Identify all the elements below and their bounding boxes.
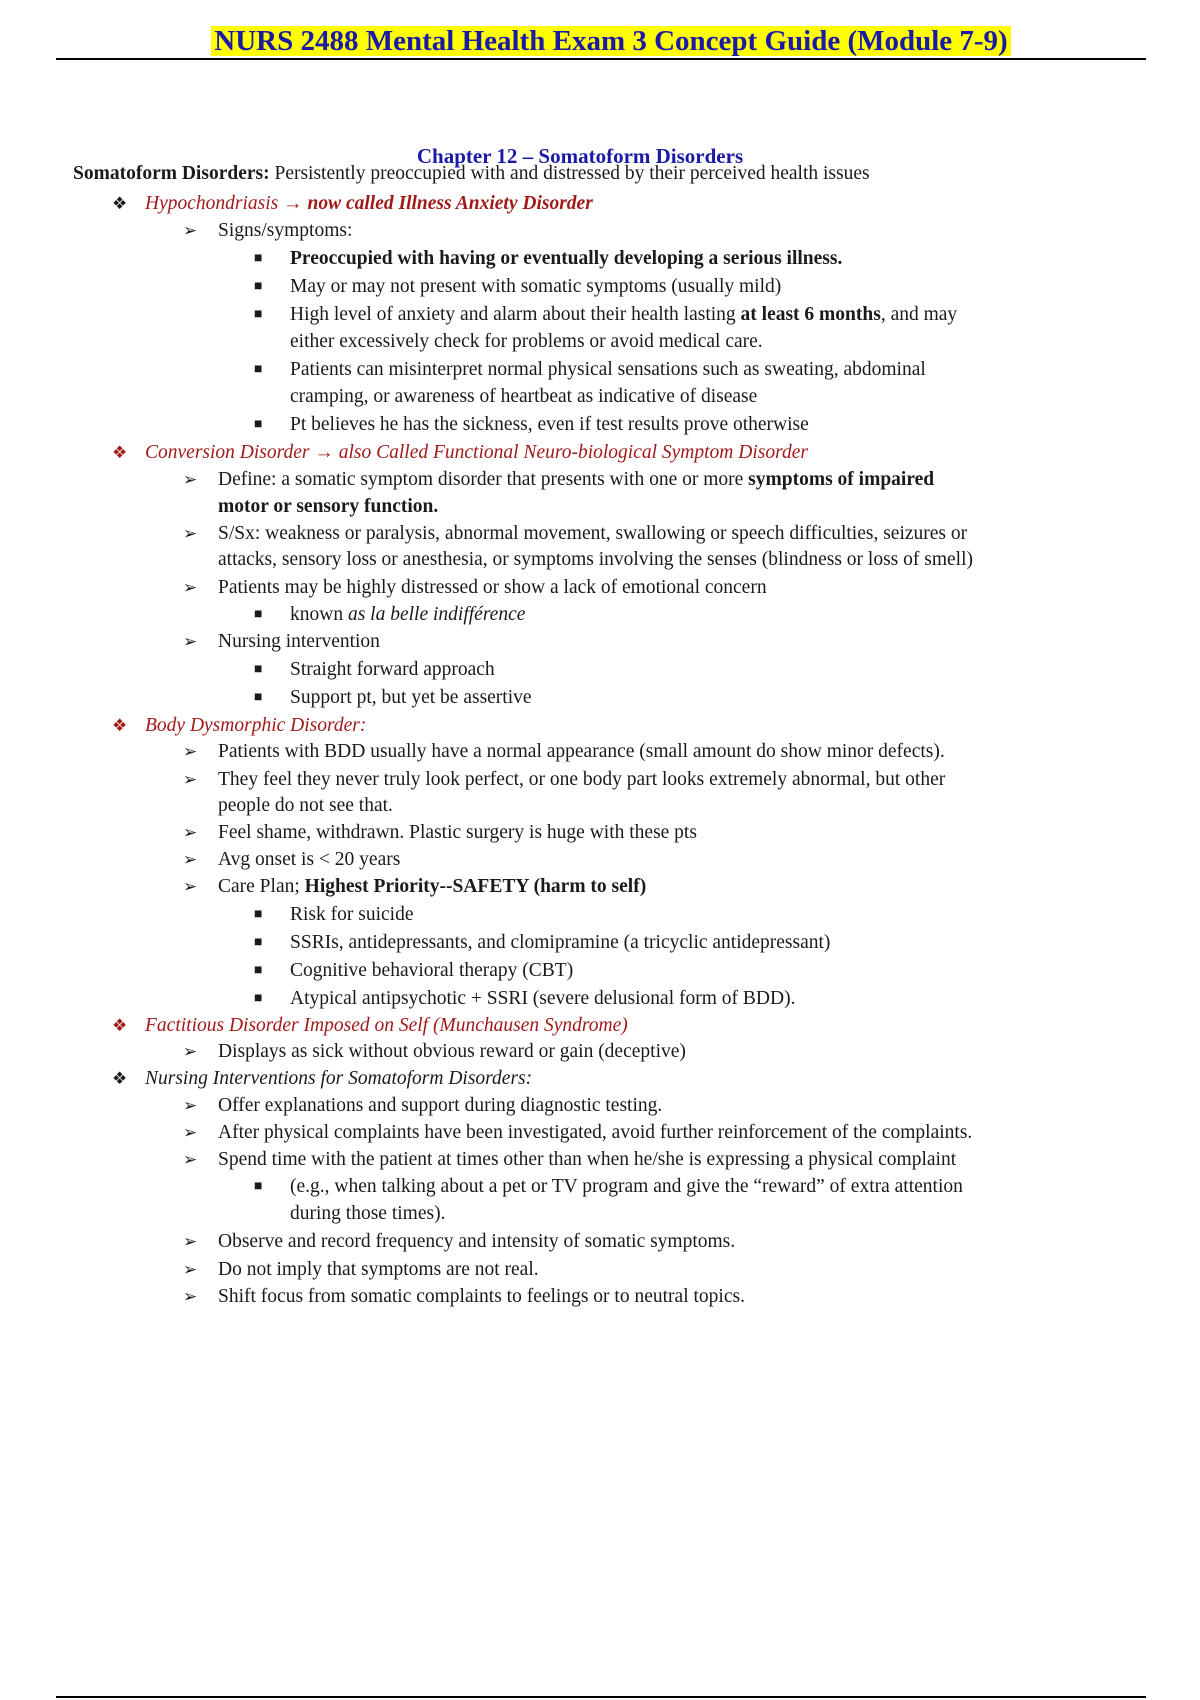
- list-item: Preoccupied with having or eventually developing a serious illness.: [290, 248, 843, 269]
- nursing-interventions-heading: Nursing Interventions for Somatoform Disorders:: [145, 1068, 533, 1089]
- list-item: Patients may be highly distressed or show a lack of emotional concern: [218, 577, 767, 598]
- square-bullet-icon: ■: [254, 907, 263, 922]
- arrow-bullet-icon: ➢: [183, 1096, 198, 1115]
- diamond-bullet-icon: ❖: [112, 1069, 128, 1088]
- list-item: Patients with BDD usually have a normal appearance (small amount do show minor defects).: [218, 741, 945, 762]
- arrow-bullet-icon: ➢: [183, 221, 198, 240]
- list-item: (e.g., when talking about a pet or TV program and give the “reward” of extra attention: [290, 1176, 963, 1197]
- bottom-divider: [56, 1696, 1146, 1698]
- diamond-bullet-icon: ❖: [112, 716, 128, 735]
- list-item-continuation: attacks, sensory loss or anesthesia, or symptoms involving the senses (blindness or loss of smell): [218, 549, 973, 570]
- list-item-continuation: during those times).: [290, 1203, 446, 1224]
- intro-definition: Persistently preoccupied with and distressed by their perceived health issues: [269, 163, 870, 184]
- text-run-bold: Highest Priority--SAFETY (harm to self): [304, 876, 647, 897]
- text-run-bold: symptoms of impaired: [748, 469, 935, 490]
- square-bullet-icon: ■: [254, 1179, 263, 1194]
- square-bullet-icon: ■: [254, 417, 263, 432]
- arrow-bullet-icon: ➢: [183, 632, 198, 651]
- text-run-italic: as la belle indifférence: [347, 604, 526, 625]
- list-item: Offer explanations and support during diagnostic testing.: [218, 1095, 663, 1116]
- list-item: Atypical antipsychotic + SSRI (severe delusional form of BDD).: [290, 988, 796, 1009]
- conversion-heading: Conversion Disorder → also Called Functional Neuro-biological Symptom Disorder: [145, 442, 808, 463]
- text-run: Care Plan;: [218, 876, 305, 897]
- list-item: [290, 301, 957, 328]
- arrow-bullet-icon: ➢: [183, 578, 198, 597]
- square-bullet-icon: ■: [254, 607, 263, 622]
- text-run: Define: a somatic symptom disorder that presents with one or more: [218, 469, 749, 490]
- bdd-heading: Body Dysmorphic Disorder:: [145, 715, 367, 736]
- square-bullet-icon: ■: [254, 251, 263, 266]
- list-item: Do not imply that symptoms are not real.: [218, 1259, 539, 1280]
- list-item: S/Sx: weakness or paralysis, abnormal movement, swallowing or speech difficulties, seizures or: [218, 523, 968, 544]
- list-item: Spend time with the patient at times other than when he/she is expressing a physical complaint: [218, 1149, 957, 1170]
- signs-label: Signs/symptoms:: [218, 220, 353, 241]
- square-bullet-icon: ■: [254, 935, 263, 950]
- list-item-continuation: people do not see that.: [218, 795, 393, 816]
- list-item: Patients can misinterpret normal physical sensations such as sweating, abdominal: [290, 359, 926, 380]
- list-item: They feel they never truly look perfect, or one body part looks extremely abnormal, but other: [218, 769, 946, 790]
- diamond-bullet-icon: ❖: [112, 194, 128, 213]
- arrow-bullet-icon: ➢: [183, 1260, 198, 1279]
- arrow-bullet-icon: ➢: [183, 877, 198, 896]
- text-run: known: [290, 604, 348, 625]
- list-item: Feel shame, withdrawn. Plastic surgery is huge with these pts: [218, 822, 697, 843]
- list-item: Displays as sick without obvious reward or gain (deceptive): [218, 1041, 686, 1062]
- list-item: Support pt, but yet be assertive: [290, 687, 532, 708]
- list-item: [218, 466, 934, 493]
- list-item: Risk for suicide: [290, 904, 414, 925]
- arrow-bullet-icon: ➢: [183, 470, 198, 489]
- list-item: SSRIs, antidepressants, and clomipramine (a tricyclic antidepressant): [290, 932, 831, 953]
- arrow-bullet-icon: ➢: [183, 1232, 198, 1251]
- square-bullet-icon: ■: [254, 662, 263, 677]
- square-bullet-icon: ■: [254, 362, 263, 377]
- list-item: [290, 601, 525, 628]
- list-item: Nursing intervention: [218, 631, 380, 652]
- arrow-bullet-icon: ➢: [183, 1123, 198, 1142]
- list-item: After physical complaints have been investigated, avoid further reinforcement of the complaints.: [218, 1122, 973, 1143]
- diamond-bullet-icon: ❖: [112, 1016, 128, 1035]
- arrow-bullet-icon: ➢: [183, 850, 198, 869]
- chapter-title: Chapter 12 – Somatoform Disorders: [416, 144, 744, 168]
- list-item-continuation: either excessively check for problems or avoid medical care.: [290, 331, 763, 352]
- square-bullet-icon: ■: [254, 307, 263, 322]
- arrow-bullet-icon: ➢: [183, 1287, 198, 1306]
- diamond-bullet-icon: ❖: [112, 443, 128, 462]
- square-bullet-icon: ■: [254, 963, 263, 978]
- intro-line: [73, 160, 870, 187]
- list-item: Straight forward approach: [290, 659, 495, 680]
- square-bullet-icon: ■: [254, 279, 263, 294]
- arrow-bullet-icon: ➢: [183, 823, 198, 842]
- list-item: Pt believes he has the sickness, even if test results prove otherwise: [290, 414, 809, 435]
- arrow-bullet-icon: ➢: [183, 524, 198, 543]
- intro-term: Somatoform Disorders:: [73, 163, 270, 184]
- arrow-bullet-icon: ➢: [183, 1150, 198, 1169]
- square-bullet-icon: ■: [254, 991, 263, 1006]
- text-run-bold: at least 6 months: [740, 304, 881, 325]
- text-run: , and may: [880, 304, 958, 325]
- hypochondriasis-title: Hypochondriasis →: [145, 193, 308, 214]
- list-item: Cognitive behavioral therapy (CBT): [290, 960, 574, 981]
- arrow-bullet-icon: ➢: [183, 742, 198, 761]
- arrow-bullet-icon: ➢: [183, 770, 198, 789]
- factitious-heading: Factitious Disorder Imposed on Self (Munchausen Syndrome): [145, 1015, 628, 1036]
- square-bullet-icon: ■: [254, 690, 263, 705]
- list-item: May or may not present with somatic symptoms (usually mild): [290, 276, 782, 297]
- list-item-continuation: cramping, or awareness of heartbeat as indicative of disease: [290, 386, 758, 407]
- text-run: High level of anxiety and alarm about their health lasting: [290, 304, 741, 325]
- list-item-continuation: motor or sensory function.: [218, 496, 439, 517]
- list-item: [218, 873, 646, 900]
- list-item: Avg onset is < 20 years: [218, 849, 401, 870]
- arrow-bullet-icon: ➢: [183, 1042, 198, 1061]
- hypochondriasis-heading: [145, 190, 593, 217]
- list-item: Observe and record frequency and intensity of somatic symptoms.: [218, 1231, 736, 1252]
- hypochondriasis-new-name: now called Illness Anxiety Disorder: [307, 193, 593, 214]
- document-title: NURS 2488 Mental Health Exam 3 Concept Guide (Module 7-9): [211, 26, 1010, 56]
- list-item: Shift focus from somatic complaints to feelings or to neutral topics.: [218, 1286, 745, 1307]
